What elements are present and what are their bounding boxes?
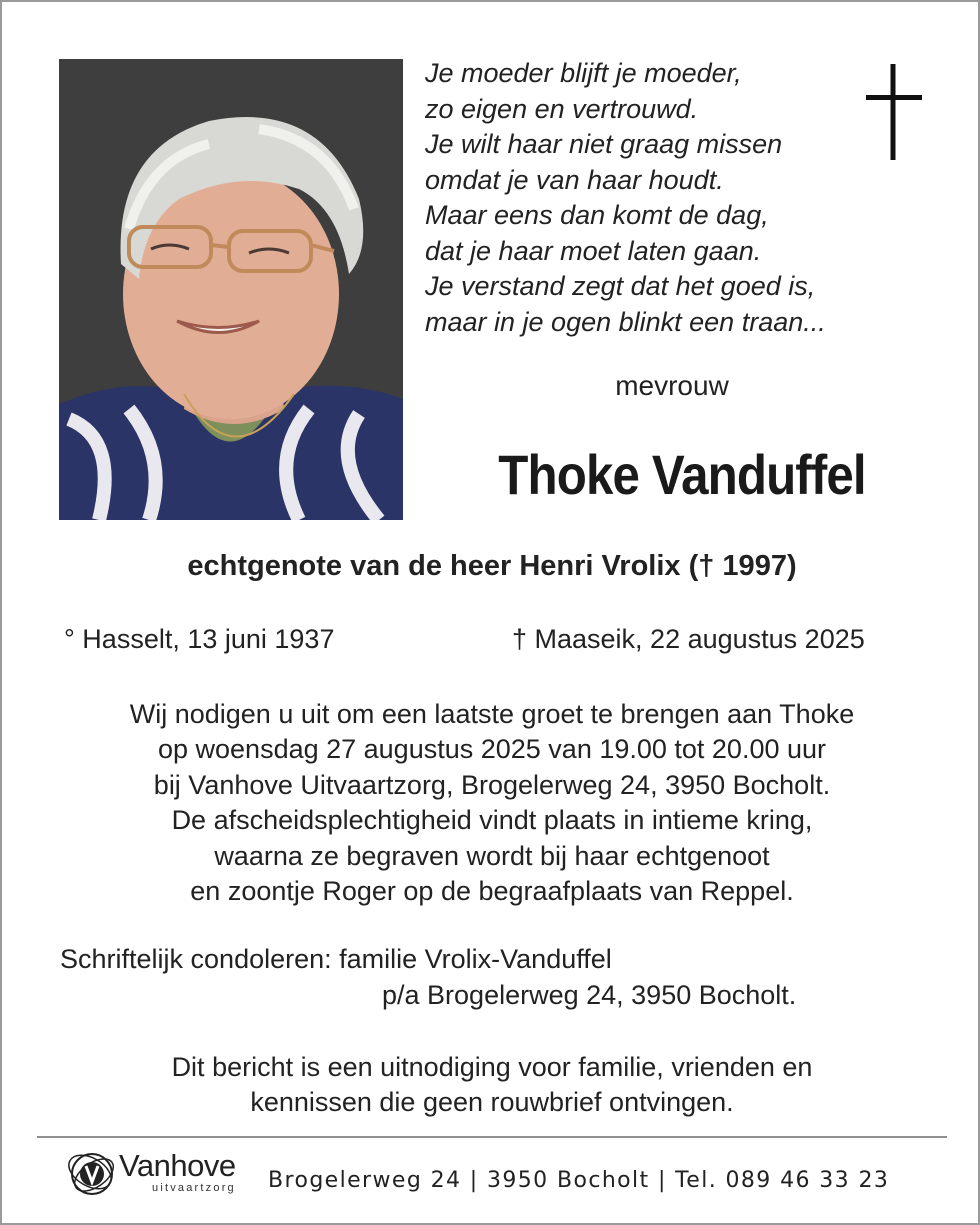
poem-line: maar in je ogen blinkt een traan... [425, 306, 826, 337]
poem-line: omdat je van haar houdt. [425, 164, 724, 195]
cross-icon [866, 64, 922, 160]
portrait-illustration [59, 59, 403, 520]
birth-info: ° Hasselt, 13 juni 1937 [64, 624, 335, 654]
poem-line: Je verstand zegt dat het goed is, [425, 271, 816, 301]
invitation-line: op woensdag 27 augustus 2025 van 19.00 tot 20.00 uur [157, 734, 827, 765]
invitation-line: bij Vanhove Uitvaartzorg, Brogelerweg 24, 3950 Bocholt. [153, 769, 831, 800]
condolence-line-1: Schriftelijk condoleren: familie Vrolix-Vanduffel [60, 944, 612, 974]
vanhove-logo-icon [66, 1148, 118, 1200]
logo-subtitle: uitvaartzorg [152, 1182, 236, 1194]
footer-divider [37, 1136, 947, 1138]
invitation-line: Wij nodigen u uit om een laatste groet te brengen aan Thoke [129, 699, 855, 729]
spouse-line: echtgenote van de heer Henri Vrolix († 1997) [187, 550, 797, 582]
condolence-line-2: p/a Brogelerweg 24, 3950 Bocholt. [382, 980, 797, 1010]
poem-line: Je wilt haar niet graag missen [425, 129, 783, 159]
footer-contact: Brogelerweg 24 | 3950 Bocholt | Tel. 089 46 33 23 [268, 1168, 890, 1193]
portrait-photo [59, 59, 403, 520]
poem [425, 56, 895, 340]
notice-text [2, 1050, 980, 1121]
notice-line: Dit bericht is een uitnodiging voor familie, vrienden en [171, 1052, 813, 1082]
death-info: † Maaseik, 22 augustus 2025 [512, 624, 865, 654]
deceased-name: Thoke Vanduffel [498, 443, 866, 506]
invitation-line: De afscheidsplechtigheid vindt plaats in intieme kring, [171, 805, 813, 836]
poem-line: zo eigen en vertrouwd. [425, 93, 699, 124]
poem-line: Je moeder blijft je moeder, [425, 58, 742, 88]
logo-name: Vanhove [119, 1148, 236, 1183]
invitation-line: waarna ze begraven wordt bij haar echtgenoot [214, 840, 770, 871]
notice-line: kennissen die geen rouwbrief ontvingen. [250, 1087, 734, 1118]
poem-line: dat je haar moet laten gaan. [425, 235, 762, 266]
poem-line: Maar eens dan komt de dag, [425, 200, 769, 230]
honorific: mevrouw [615, 370, 729, 401]
invitation-text [2, 697, 980, 909]
invitation-line: en zoontje Roger op de begraafplaats van Reppel. [190, 876, 794, 907]
